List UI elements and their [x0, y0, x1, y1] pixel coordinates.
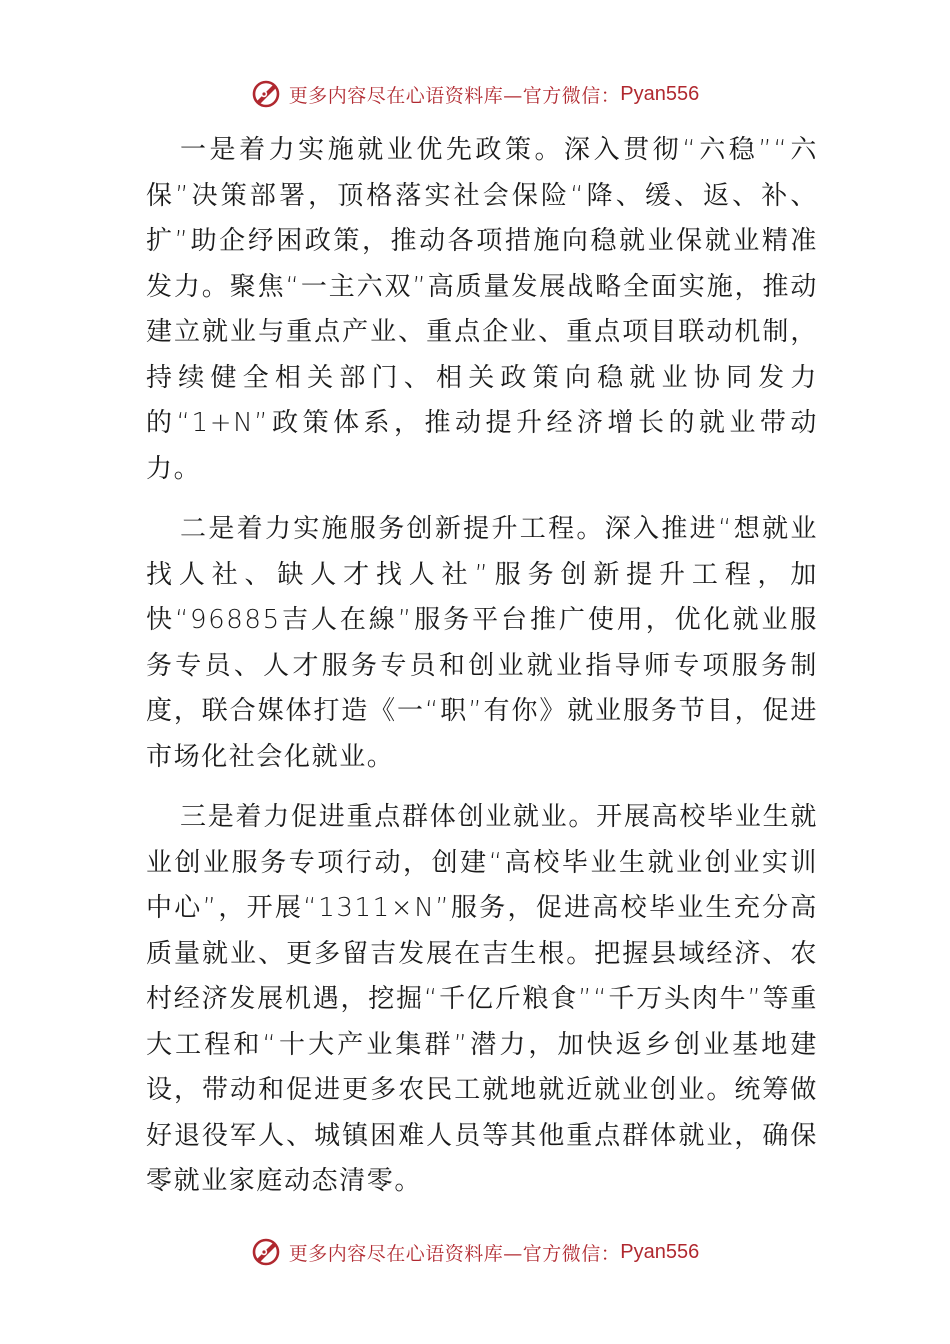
- document-body: [146, 128, 818, 1220]
- wechat-id: Pyan556: [620, 82, 700, 105]
- header-banner: [0, 74, 950, 114]
- banner-text: 更多内容尽在心语资料库—官方微信：: [288, 84, 621, 107]
- paragraph-employment-priority: 一是着力实施就业优先政策。深入贯彻“六稳”“六保”决策部署，顶格落实社会保险“降、缓、返、补、扩”助企纾困政策，推动各项措施向稳就业保就业精准发力。聚焦“一主六双”高质量发展战略全面实施，推动建立就业与重点产业、重点企业、重点项目联动机制，持续健全相关部门、相关政策向稳就业协同发力的“1+N”政策体系，推动提升经济增长的就业带动力。: [146, 135, 818, 484]
- paragraph-service-innovation: 二是着力实施服务创新提升工程。深入推进“想就业找人社、缺人才找人社”服务创新提升工程，加快“96885吉人在線”服务平台推广使用，优化就业服务专员、人才服务专员和创业就业指导师专项服务制度，联合媒体打造《一“职”有你》就业服务节目，促进市场化社会化就业。: [146, 514, 818, 772]
- footer-banner: [0, 1232, 950, 1272]
- pen-circle-logo-icon: [251, 1237, 281, 1267]
- banner-text: 更多内容尽在心语资料库—官方微信：: [288, 1242, 621, 1265]
- paragraph-key-groups: 三是着力促进重点群体创业就业。开展高校毕业生就业创业服务专项行动，创建“高校毕业生就业创业实训中心”，开展“1311×N”服务，促进高校毕业生充分高质量就业、更多留吉发展在吉生根。把握县域经济、农村经济发展机遇，挖掘“千亿斤粮食”“千万头肉牛”等重大工程和“十大产业集群”潜力，加快返乡创业基地建设，带动和促进更多农民工就地就近就业创业。统筹做好退役军人、城镇困难人员等其他重点群体就业，确保零就业家庭动态清零。: [146, 802, 818, 1196]
- pen-circle-logo-icon: [251, 79, 281, 109]
- wechat-id: Pyan556: [620, 1240, 700, 1263]
